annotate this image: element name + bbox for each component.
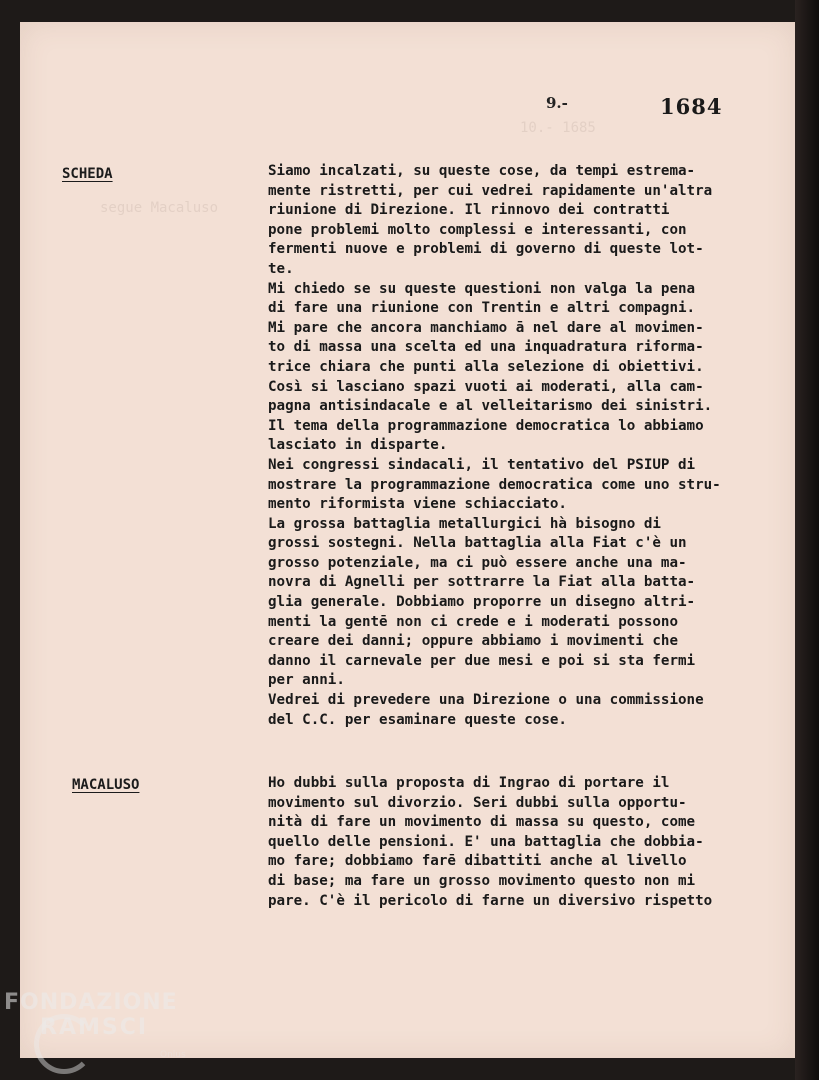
- text-line: glia generale. Dobbiamo proporre un disegno altri-: [268, 594, 696, 611]
- text-line: trice chiara che punti alla selezione di obiettivi.: [268, 358, 704, 375]
- speech-block-macaluso: [268, 774, 778, 911]
- text-line: del C.C. per esaminare queste cose.: [268, 711, 567, 728]
- watermark-sub: Onlus: [160, 1050, 186, 1060]
- text-line: movimento sul divorzio. Seri dubbi sulla opportu-: [268, 794, 687, 811]
- text-line: Mi chiedo se su queste questioni non valga la pena: [268, 280, 696, 297]
- text-line: danno il carnevale per due mesi e poi si sta fermi: [268, 652, 696, 669]
- watermark-g-icon: [34, 1014, 94, 1074]
- text-line: riunione di Direzione. Il rinnovo dei contratti: [268, 202, 670, 219]
- page-number-prefix: 9.-: [546, 94, 568, 112]
- text-line: Vedrei di prevedere una Direzione o una commissione: [268, 692, 704, 709]
- text-line: di base; ma fare un grosso movimento questo non mi: [268, 872, 696, 889]
- text-line: lasciato in disparte.: [268, 437, 448, 454]
- text-line: creare dei danni; oppure abbiamo i movimenti che: [268, 633, 678, 650]
- text-line: grossi sostegni. Nella battaglia alla Fiat c'è un: [268, 535, 687, 552]
- text-line: Mi pare che ancora manchiamo ā nel dare al movimen-: [268, 319, 704, 336]
- text-line: Siamo incalzati, su queste cose, da tempi estrema-: [268, 163, 696, 179]
- text-line: mo fare; dobbiamo farē dibattiti anche al livello: [268, 853, 687, 870]
- text-line: grosso potenziale, ma ci può essere anche una ma-: [268, 554, 687, 571]
- speaker-label-scheda: SCHEDA: [62, 166, 113, 182]
- watermark-line1: FONDAZIONE: [4, 990, 178, 1015]
- text-line: La grossa battaglia metallurgici hà bisogno di: [268, 515, 661, 532]
- text-line: fermenti nuove e problemi di governo di queste lot-: [268, 241, 704, 258]
- text-line: per anni.: [268, 672, 345, 689]
- watermark-line2: RAMSCI: [40, 1015, 149, 1040]
- text-line: Così si lasciano spazi vuoti ai moderati, alla cam-: [268, 378, 704, 395]
- text-line: mente ristretti, per cui vedrei rapidamente un'altra: [268, 182, 713, 199]
- text-line: Nei congressi sindacali, il tentativo del PSIUP di: [268, 456, 696, 473]
- text-line: menti la gentē non ci crede e i moderati possono: [268, 613, 678, 630]
- text-line: mostrare la programmazione democratica come uno stru-: [268, 476, 721, 493]
- text-line: novra di Agnelli per sottrarre la Fiat alla batta-: [268, 574, 696, 591]
- text-line: pone problemi molto complessi e interessanti, con: [268, 221, 687, 238]
- text-line: Ho dubbi sulla proposta di Ingrao di portare il: [268, 775, 670, 791]
- text-line: nità di fare un movimento di massa su questo, come: [268, 814, 696, 831]
- text-line: pare. C'è il pericolo di farne un diversivo rispetto: [268, 892, 713, 909]
- page-edge-shadow: [795, 0, 819, 1080]
- text-line: quello delle pensioni. E' una battaglia che dobbia-: [268, 833, 704, 850]
- text-line: di fare una riunione con Trentin e altri compagni.: [268, 300, 696, 317]
- text-line: to di massa una scelta ed una inquadratura riforma-: [268, 339, 704, 356]
- speaker-label-macaluso: MACALUSO: [72, 777, 140, 793]
- text-line: mento riformista viene schiacciato.: [268, 496, 567, 513]
- speech-block-scheda: [268, 162, 778, 730]
- page-number: 1684: [660, 94, 723, 119]
- text-line: Il tema della programmazione democratica lo abbiamo: [268, 417, 704, 434]
- text-line: te.: [268, 260, 294, 277]
- text-line: pagna antisindacale e al velleitarismo dei sinistri.: [268, 398, 713, 415]
